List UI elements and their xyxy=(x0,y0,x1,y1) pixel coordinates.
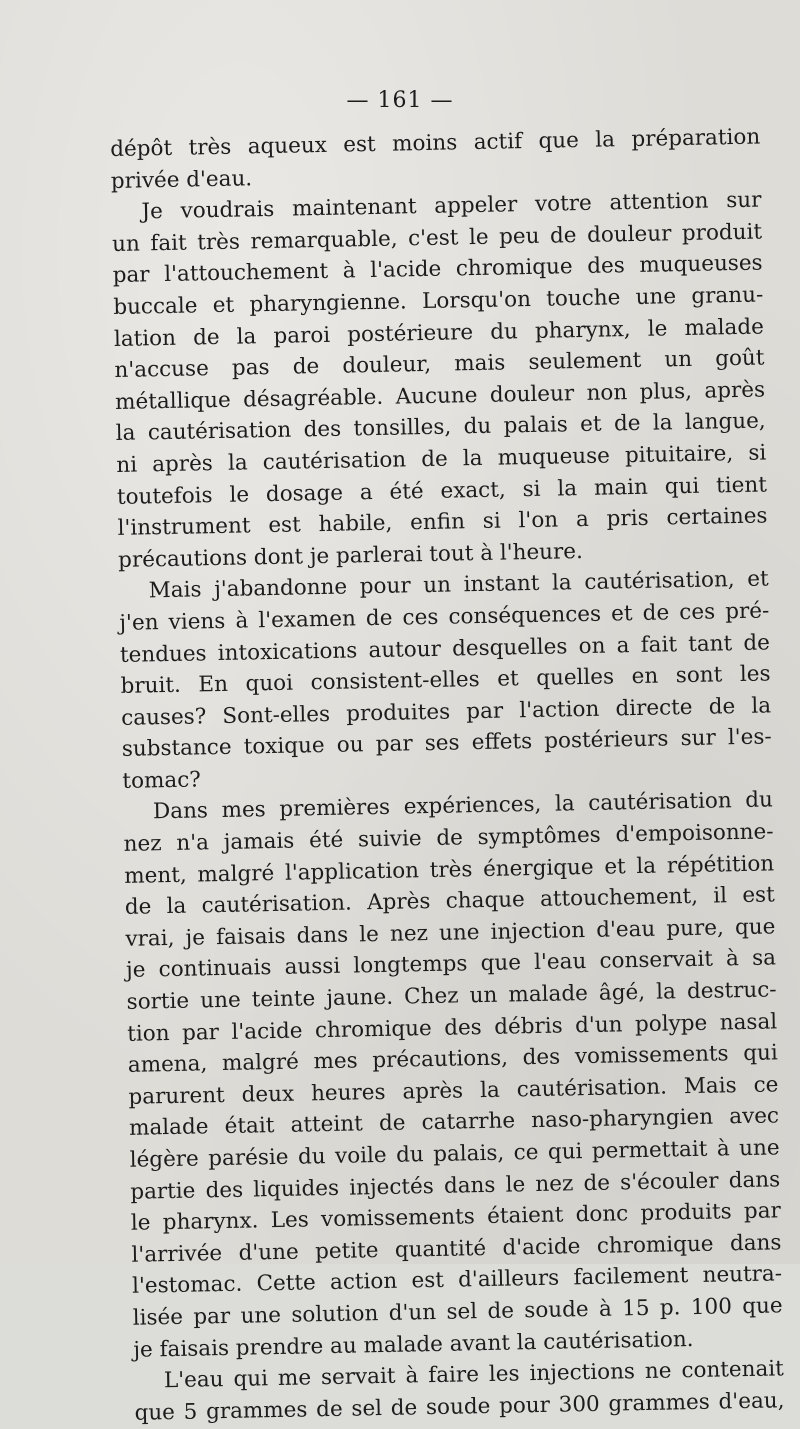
page-number: — 161 — xyxy=(346,88,454,113)
text-line: Mais j'abandonne pour un instant la cautérisation, et xyxy=(148,566,769,604)
text-line: amena, malgré mes précautions, des vomissements qui xyxy=(127,1040,779,1079)
text-line: ni après la cautérisation de la muqueuse pituitaire, si xyxy=(116,440,767,478)
text-line: buccale et pharyngienne. Lorsqu'on touche une granu- xyxy=(113,282,764,320)
text-line: L'eau qui me servait à faire les injections ne contenait xyxy=(163,1356,785,1394)
text-line: vrai, je faisais dans le nez une injection d'eau pure, que xyxy=(125,914,776,952)
text-line: l'instrument est habile, enfin si l'on a pris certaines xyxy=(117,503,768,542)
text-line: substance toxique ou par ses effets postérieurs sur l'es- xyxy=(121,724,772,763)
text-line: ment, malgré l'application très énergique et la répétition xyxy=(124,851,775,889)
text-line: je continuais aussi longtemps que l'eau conservait à sa xyxy=(125,945,777,984)
text-line: nez n'a jamais été suivie de symptômes d'empoisonne- xyxy=(123,819,774,857)
text-line: toutefois le dosage a été exact, si la main qui tient xyxy=(116,471,768,510)
text-line: n'accuse pas de douleur, mais seulement un goût xyxy=(114,345,765,384)
text-line: tendues intoxications autour desquelles on a fait tant de xyxy=(119,629,771,668)
text-line: tion par l'acide chromique des débris d'un polype nasal xyxy=(127,1008,778,1047)
text-line: parurent deux heures après la cautérisation. Mais ce xyxy=(128,1072,779,1110)
text-line: un fait très remarquable, c'est le peu de douleur produit xyxy=(111,219,763,257)
text-line: le pharynx. Les vomissements étaient donc produits par xyxy=(130,1198,782,1236)
text-line: lisée par une solution d'un sel de soude à 15 p. 100 que xyxy=(132,1293,783,1331)
text-line: j'en viens à l'examen de ces conséquences et de ces pré- xyxy=(119,598,770,636)
text-line: légère parésie du voile du palais, ce qui permettait à une xyxy=(129,1135,780,1173)
text-line: métallique désagréable. Aucune douleur non plus, après xyxy=(114,377,766,415)
text-line: bruit. En quoi consistent-elles et quelles en sont les xyxy=(120,661,771,699)
text-line: privée d'eau. xyxy=(110,165,253,194)
text-line: l'estomac. Cette action est d'ailleurs facilement neutra- xyxy=(131,1261,783,1300)
text-line: que 5 grammes de sel de soude pour 300 grammes d'eau, xyxy=(134,1388,785,1426)
body-text xyxy=(110,122,785,1429)
text-line: de la cautérisation. Après chaque attouchement, il est xyxy=(124,882,775,921)
text-line: sortie une teinte jaune. Chez un malade âgé, la destruc- xyxy=(126,977,777,1015)
text-line: partie des liquides injectés dans le nez de s'écouler dans xyxy=(130,1166,781,1205)
text-line: précautions dont je parlerai tout à l'heure. xyxy=(117,538,584,573)
text-line: je faisais prendre au malade avant la cautérisation. xyxy=(133,1326,694,1363)
text-line: Je voudrais maintenant appeler votre attention sur xyxy=(141,187,762,225)
text-line: causes? Sont-elles produites par l'action directe de la xyxy=(120,693,772,731)
text-line: lation de la paroi postérieure du pharynx, le malade xyxy=(113,314,765,352)
text-line: l'arrivée d'une petite quantité d'acide chromique dans xyxy=(131,1230,782,1268)
text-line: Dans mes premières expériences, la cautérisation du xyxy=(152,787,774,825)
text-line: malade était atteint de catarrhe naso-pharyngien avec xyxy=(128,1103,780,1142)
text-line: dépôt très aqueux est moins actif que la préparation xyxy=(110,124,761,162)
text-line: par l'attouchement à l'acide chromique des muqueuses xyxy=(112,250,763,289)
text-line: la cautérisation des tonsilles, du palais et de la langue, xyxy=(115,408,766,447)
text-line: tomac? xyxy=(122,767,202,794)
